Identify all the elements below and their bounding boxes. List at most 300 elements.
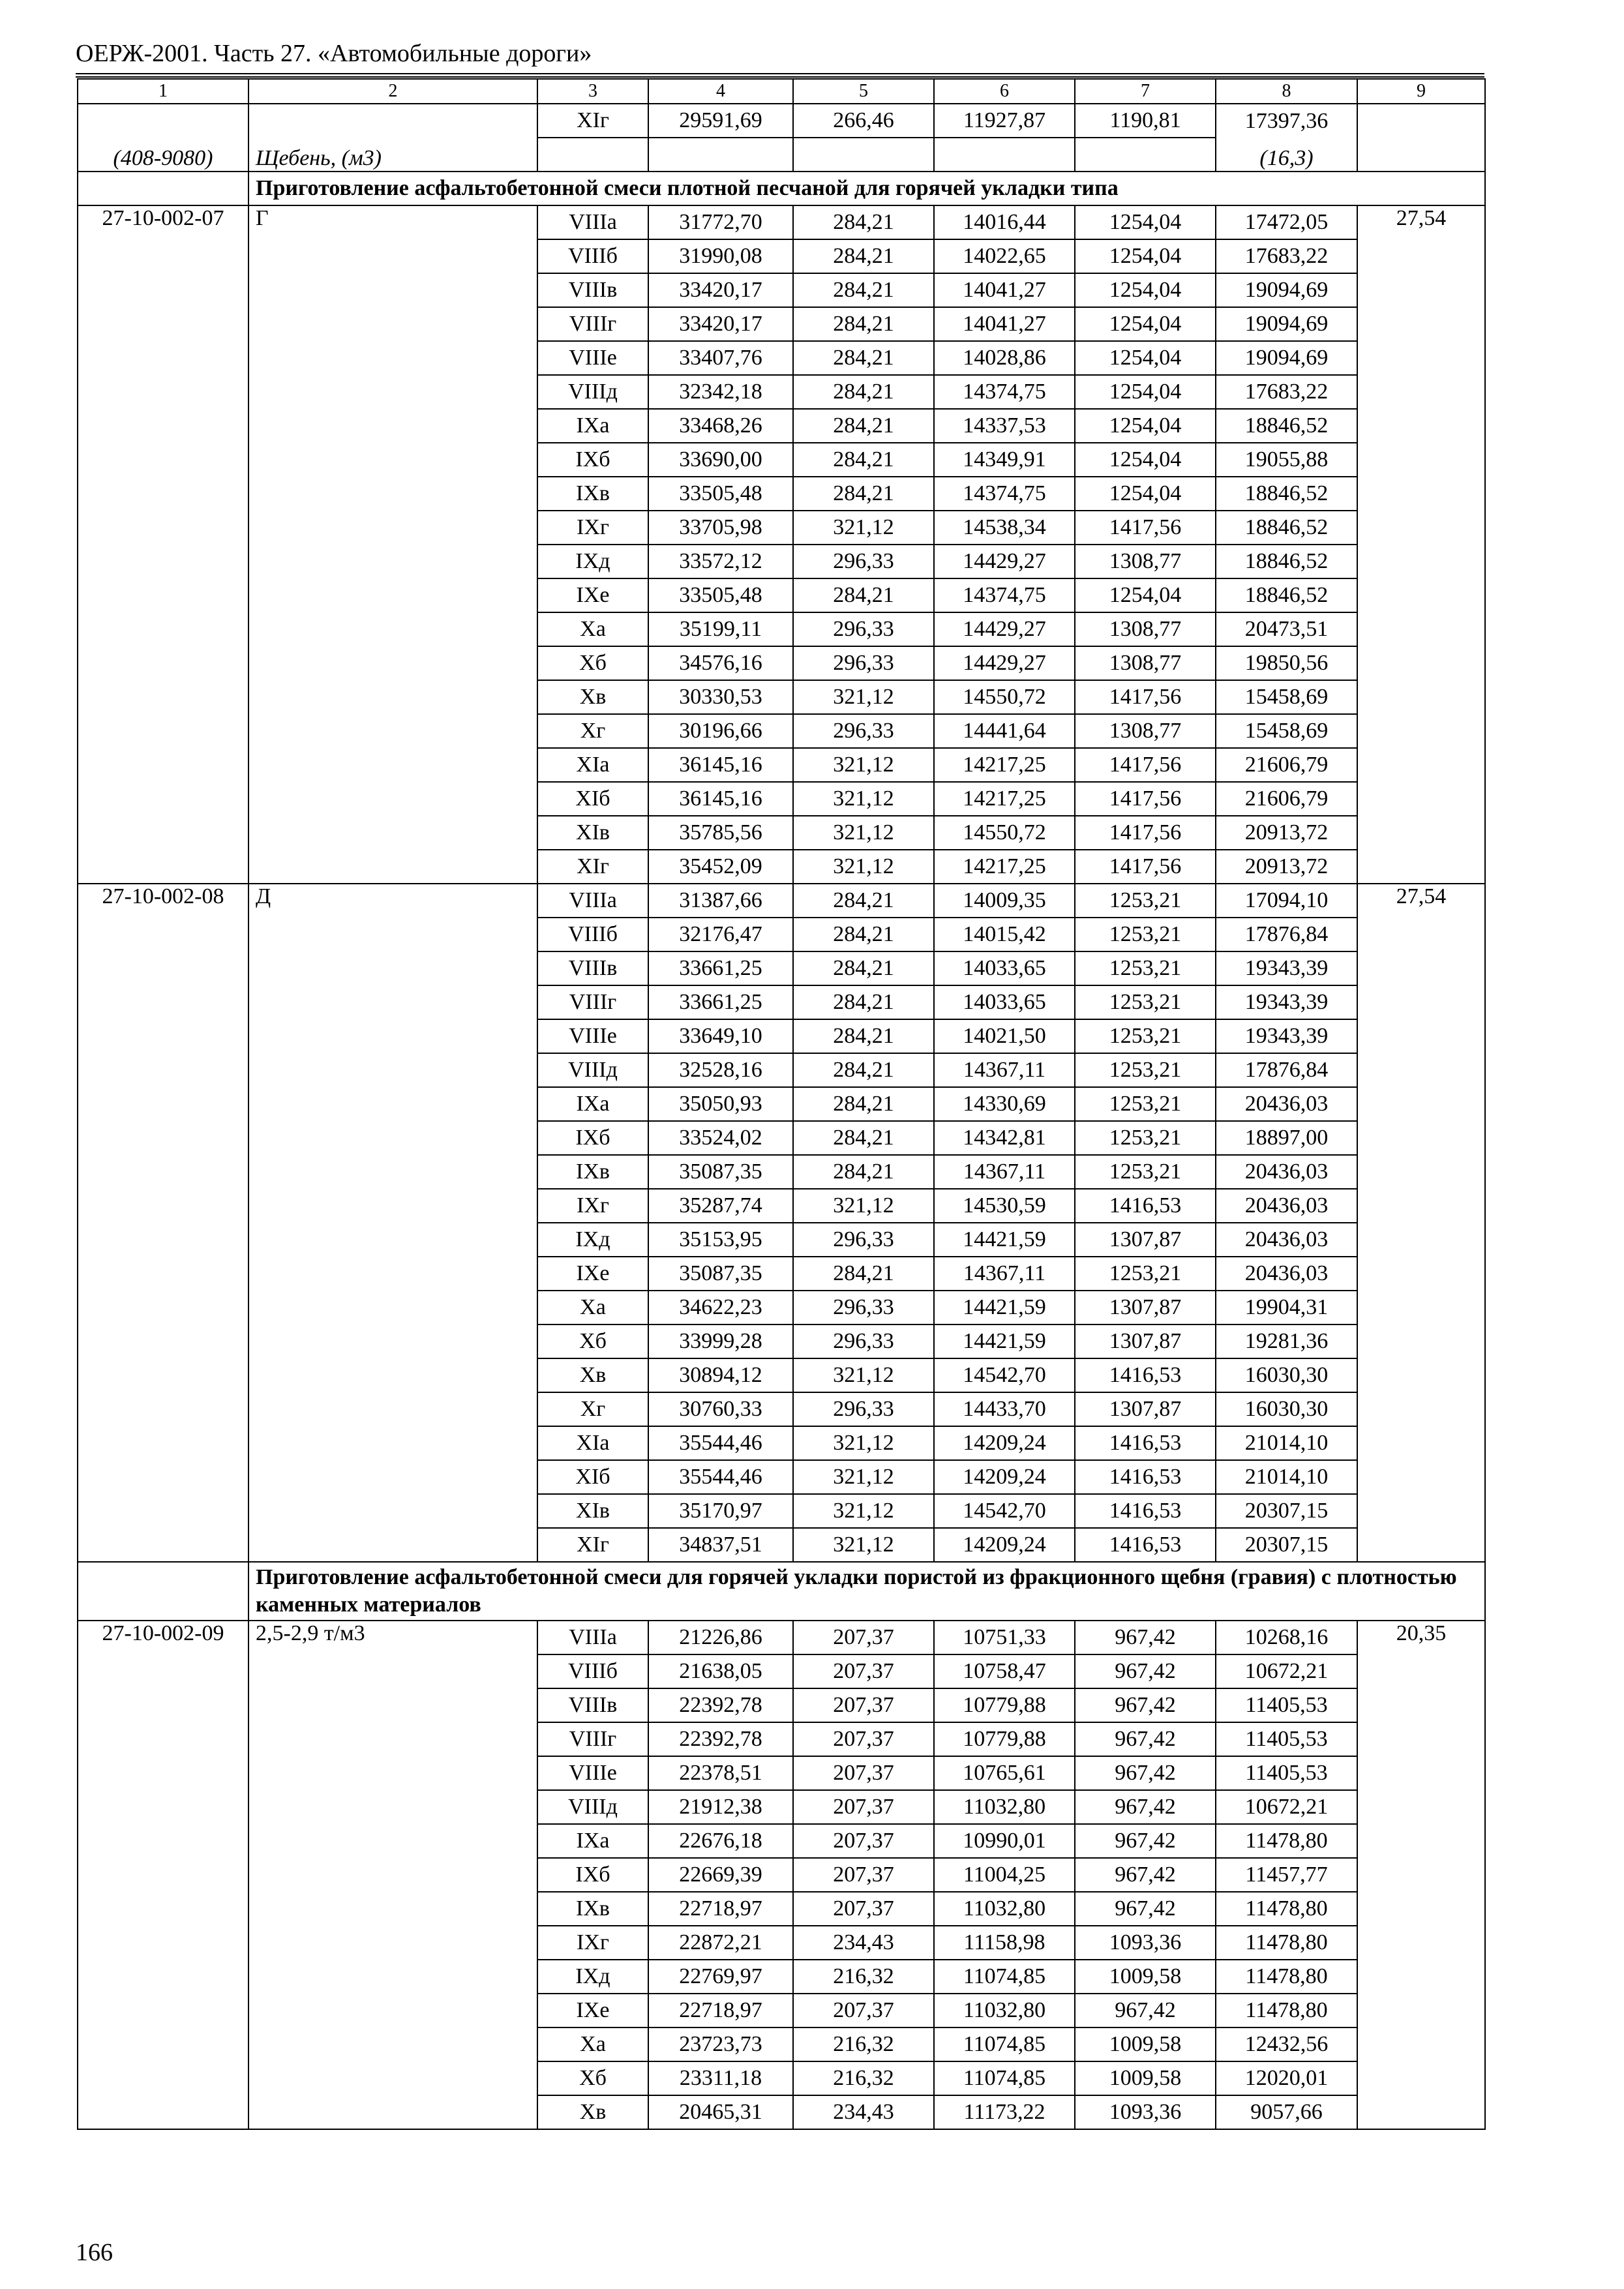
name-cell: Г (248, 205, 537, 884)
value-cell: 20436,03 (1216, 1155, 1357, 1189)
value-cell: 20436,03 (1216, 1223, 1357, 1257)
class-cell: Xб (537, 2061, 648, 2095)
value-cell: 14421,59 (934, 1223, 1075, 1257)
value-cell: 14542,70 (934, 1494, 1075, 1528)
class-cell: XIг (537, 104, 648, 138)
value-cell: 1253,21 (1075, 1053, 1216, 1087)
value-cell: 14015,42 (934, 918, 1075, 951)
value-cell: 284,21 (793, 578, 934, 612)
value-cell: 33690,00 (648, 443, 793, 477)
value-cell: 11074,85 (934, 2027, 1075, 2061)
value-cell: 14367,11 (934, 1155, 1075, 1189)
value-cell: 284,21 (793, 239, 934, 273)
value-cell: 1009,58 (1075, 1960, 1216, 1994)
class-cell: IXе (537, 1257, 648, 1291)
value-cell: 35199,11 (648, 612, 793, 646)
class-cell: IXа (537, 1824, 648, 1858)
value-cell: 1254,04 (1075, 239, 1216, 273)
class-cell: XIв (537, 816, 648, 850)
empty-cell (78, 1562, 248, 1621)
value-cell: 14538,34 (934, 511, 1075, 545)
class-cell: IXе (537, 1994, 648, 2027)
value-cell: 21638,05 (648, 1654, 793, 1688)
column-number: 1 (78, 79, 248, 104)
value-cell: 207,37 (793, 1858, 934, 1892)
value-cell: 14433,70 (934, 1392, 1075, 1426)
value-cell: 296,33 (793, 545, 934, 578)
value-cell: 18846,52 (1216, 578, 1357, 612)
value-cell: 10672,21 (1216, 1790, 1357, 1824)
value-cell: 32176,47 (648, 918, 793, 951)
value-cell: 19094,69 (1216, 273, 1357, 307)
value-cell: 19055,88 (1216, 443, 1357, 477)
value-cell: 284,21 (793, 1257, 934, 1291)
value-cell: 1254,04 (1075, 443, 1216, 477)
class-cell: IXг (537, 1926, 648, 1960)
value-cell: 967,42 (1075, 1892, 1216, 1926)
value-cell: 30894,12 (648, 1358, 793, 1392)
value-cell: 1254,04 (1075, 477, 1216, 511)
class-cell: IXб (537, 443, 648, 477)
class-cell: Xа (537, 2027, 648, 2061)
class-cell: Xа (537, 612, 648, 646)
value-cell: 18846,52 (1216, 477, 1357, 511)
class-cell: XIг (537, 1528, 648, 1562)
value-cell: 33705,98 (648, 511, 793, 545)
value-cell: 1417,56 (1075, 816, 1216, 850)
value-cell: 296,33 (793, 714, 934, 748)
value-cell: 12020,01 (1216, 2061, 1357, 2095)
value-cell: 284,21 (793, 375, 934, 409)
price-table (77, 78, 1486, 2130)
value-cell: 35544,46 (648, 1460, 793, 1494)
table-row (78, 884, 1485, 918)
value-cell: 284,21 (793, 918, 934, 951)
class-cell: VIIIв (537, 1688, 648, 1722)
table-row (78, 104, 1485, 138)
value-cell: 17397,36 (1216, 104, 1357, 138)
value-cell: 1417,56 (1075, 782, 1216, 816)
code-cell: 27-10-002-09 (78, 1621, 248, 2129)
value-cell: 14542,70 (934, 1358, 1075, 1392)
class-cell: XIа (537, 1426, 648, 1460)
name-cell: 2,5-2,9 т/м3 (248, 1621, 537, 2129)
value-cell: 14209,24 (934, 1426, 1075, 1460)
value-cell: 36145,16 (648, 748, 793, 782)
value-cell: 33505,48 (648, 578, 793, 612)
value-cell: 31772,70 (648, 205, 793, 239)
class-cell: IXд (537, 1223, 648, 1257)
value-cell: 14421,59 (934, 1291, 1075, 1324)
norm-cell: 20,35 (1357, 1621, 1485, 2129)
value-cell: 284,21 (793, 1121, 934, 1155)
value-cell: 284,21 (793, 1019, 934, 1053)
value-cell: 1253,21 (1075, 1019, 1216, 1053)
value-cell: 22872,21 (648, 1926, 793, 1960)
value-cell: 20913,72 (1216, 816, 1357, 850)
class-cell: VIIIв (537, 273, 648, 307)
value-cell: 22392,78 (648, 1688, 793, 1722)
page-number: 166 (76, 2239, 113, 2266)
class-cell: IXв (537, 1892, 648, 1926)
class-cell: VIIIв (537, 951, 648, 985)
value-cell: 1009,58 (1075, 2061, 1216, 2095)
header-rule (76, 73, 1484, 74)
section-title: Приготовление асфальтобетонной смеси для горячей укладки пористой из фракционного щебня (гравия) с плотностью каменных материалов (248, 1562, 1485, 1621)
value-cell: 34837,51 (648, 1528, 793, 1562)
class-cell: Xв (537, 2095, 648, 2129)
value-cell: 33649,10 (648, 1019, 793, 1053)
empty-cell (648, 138, 793, 172)
value-cell: 1254,04 (1075, 205, 1216, 239)
value-cell: 17472,05 (1216, 205, 1357, 239)
value-cell: 296,33 (793, 612, 934, 646)
value-cell: 1307,87 (1075, 1324, 1216, 1358)
value-cell: 11032,80 (934, 1790, 1075, 1824)
value-cell: 35287,74 (648, 1189, 793, 1223)
value-cell: 22718,97 (648, 1994, 793, 2027)
column-number: 8 (1216, 79, 1357, 104)
value-cell: 16030,30 (1216, 1392, 1357, 1426)
value-cell: 35153,95 (648, 1223, 793, 1257)
value-cell: 321,12 (793, 1494, 934, 1528)
value-cell: 31387,66 (648, 884, 793, 918)
class-cell: XIв (537, 1494, 648, 1528)
resource-qty: (16,3) (1216, 138, 1357, 172)
value-cell: 321,12 (793, 1460, 934, 1494)
class-cell: VIIIб (537, 1654, 648, 1688)
value-cell: 14342,81 (934, 1121, 1075, 1155)
class-cell: Xв (537, 1358, 648, 1392)
value-cell: 1009,58 (1075, 2027, 1216, 2061)
value-cell: 321,12 (793, 1528, 934, 1562)
value-cell: 967,42 (1075, 1994, 1216, 2027)
class-cell: VIIIе (537, 341, 648, 375)
value-cell: 14330,69 (934, 1087, 1075, 1121)
value-cell: 14441,64 (934, 714, 1075, 748)
value-cell: 14550,72 (934, 680, 1075, 714)
value-cell: 14429,27 (934, 545, 1075, 578)
name-cell (248, 104, 537, 138)
value-cell: 12432,56 (1216, 2027, 1357, 2061)
header-rule (76, 76, 1484, 78)
value-cell: 22718,97 (648, 1892, 793, 1926)
class-cell: IXг (537, 511, 648, 545)
value-cell: 19343,39 (1216, 985, 1357, 1019)
value-cell: 11478,80 (1216, 1960, 1357, 1994)
value-cell: 14374,75 (934, 375, 1075, 409)
value-cell: 967,42 (1075, 1756, 1216, 1790)
value-cell: 967,42 (1075, 1824, 1216, 1858)
value-cell: 14217,25 (934, 782, 1075, 816)
column-number: 4 (648, 79, 793, 104)
class-cell: VIIIб (537, 918, 648, 951)
value-cell: 14033,65 (934, 985, 1075, 1019)
value-cell: 11478,80 (1216, 1824, 1357, 1858)
class-cell: Xг (537, 1392, 648, 1426)
class-cell: IXб (537, 1858, 648, 1892)
value-cell: 11032,80 (934, 1994, 1075, 2027)
name-cell: Д (248, 884, 537, 1562)
class-cell: VIIIд (537, 1053, 648, 1087)
value-cell: 207,37 (793, 1824, 934, 1858)
value-cell: 14041,27 (934, 273, 1075, 307)
class-cell: Xа (537, 1291, 648, 1324)
value-cell: 19094,69 (1216, 307, 1357, 341)
class-cell: VIIIа (537, 1621, 648, 1654)
value-cell: 11074,85 (934, 2061, 1075, 2095)
value-cell: 32528,16 (648, 1053, 793, 1087)
value-cell: 296,33 (793, 1324, 934, 1358)
value-cell: 20436,03 (1216, 1257, 1357, 1291)
value-cell: 234,43 (793, 2095, 934, 2129)
value-cell: 284,21 (793, 951, 934, 985)
value-cell: 296,33 (793, 646, 934, 680)
value-cell: 20307,15 (1216, 1494, 1357, 1528)
value-cell: 14022,65 (934, 239, 1075, 273)
value-cell: 1253,21 (1075, 985, 1216, 1019)
value-cell: 1253,21 (1075, 918, 1216, 951)
value-cell: 207,37 (793, 1994, 934, 2027)
value-cell: 11032,80 (934, 1892, 1075, 1926)
value-cell: 11074,85 (934, 1960, 1075, 1994)
class-cell: VIIIе (537, 1019, 648, 1053)
value-cell: 19850,56 (1216, 646, 1357, 680)
value-cell: 33572,12 (648, 545, 793, 578)
value-cell: 19094,69 (1216, 341, 1357, 375)
value-cell: 35087,35 (648, 1257, 793, 1291)
class-cell: Xв (537, 680, 648, 714)
value-cell: 17094,10 (1216, 884, 1357, 918)
value-cell: 16030,30 (1216, 1358, 1357, 1392)
value-cell: 18897,00 (1216, 1121, 1357, 1155)
value-cell: 14041,27 (934, 307, 1075, 341)
value-cell: 967,42 (1075, 1688, 1216, 1722)
value-cell: 11478,80 (1216, 1994, 1357, 2027)
value-cell: 35785,56 (648, 816, 793, 850)
resource-row (78, 138, 1485, 172)
value-cell: 284,21 (793, 409, 934, 443)
column-number: 2 (248, 79, 537, 104)
value-cell: 1254,04 (1075, 409, 1216, 443)
value-cell: 14349,91 (934, 443, 1075, 477)
value-cell: 30196,66 (648, 714, 793, 748)
value-cell: 216,32 (793, 2061, 934, 2095)
value-cell: 32342,18 (648, 375, 793, 409)
value-cell: 14016,44 (934, 205, 1075, 239)
section-title: Приготовление асфальтобетонной смеси плотной песчаной для горячей укладки типа (248, 172, 1485, 205)
value-cell: 19281,36 (1216, 1324, 1357, 1358)
value-cell: 22378,51 (648, 1756, 793, 1790)
value-cell: 34576,16 (648, 646, 793, 680)
value-cell: 10779,88 (934, 1688, 1075, 1722)
value-cell: 14429,27 (934, 612, 1075, 646)
value-cell: 321,12 (793, 680, 934, 714)
value-cell: 17683,22 (1216, 375, 1357, 409)
value-cell: 20465,31 (648, 2095, 793, 2129)
class-cell: VIIIд (537, 1790, 648, 1824)
value-cell: 1307,87 (1075, 1392, 1216, 1426)
empty-cell (934, 138, 1075, 172)
section-header-row (78, 172, 1485, 205)
value-cell: 35087,35 (648, 1155, 793, 1189)
value-cell: 23311,18 (648, 2061, 793, 2095)
value-cell: 11405,53 (1216, 1688, 1357, 1722)
value-cell: 234,43 (793, 1926, 934, 1960)
table-row (78, 205, 1485, 239)
value-cell: 1416,53 (1075, 1189, 1216, 1223)
value-cell: 17876,84 (1216, 1053, 1357, 1087)
table-row (78, 1621, 1485, 1654)
value-cell: 14009,35 (934, 884, 1075, 918)
class-cell: IXг (537, 1189, 648, 1223)
value-cell: 10765,61 (934, 1756, 1075, 1790)
value-cell: 1093,36 (1075, 2095, 1216, 2129)
value-cell: 35452,09 (648, 850, 793, 884)
value-cell: 21912,38 (648, 1790, 793, 1824)
value-cell: 284,21 (793, 985, 934, 1019)
value-cell: 1253,21 (1075, 884, 1216, 918)
value-cell: 11158,98 (934, 1926, 1075, 1960)
value-cell: 1416,53 (1075, 1358, 1216, 1392)
class-cell: VIIIа (537, 205, 648, 239)
value-cell: 14028,86 (934, 341, 1075, 375)
value-cell: 19343,39 (1216, 951, 1357, 985)
class-cell: IXв (537, 477, 648, 511)
value-cell: 207,37 (793, 1790, 934, 1824)
value-cell: 18846,52 (1216, 545, 1357, 578)
value-cell: 1093,36 (1075, 1926, 1216, 1960)
value-cell: 967,42 (1075, 1654, 1216, 1688)
value-cell: 10990,01 (934, 1824, 1075, 1858)
value-cell: 22769,97 (648, 1960, 793, 1994)
value-cell: 1253,21 (1075, 1121, 1216, 1155)
class-cell: Xг (537, 714, 648, 748)
value-cell: 11173,22 (934, 2095, 1075, 2129)
value-cell: 30760,33 (648, 1392, 793, 1426)
value-cell: 1417,56 (1075, 511, 1216, 545)
value-cell: 321,12 (793, 816, 934, 850)
value-cell: 1253,21 (1075, 1087, 1216, 1121)
class-cell: XIб (537, 1460, 648, 1494)
class-cell: XIа (537, 748, 648, 782)
value-cell: 11478,80 (1216, 1892, 1357, 1926)
value-cell: 1417,56 (1075, 748, 1216, 782)
value-cell: 21606,79 (1216, 782, 1357, 816)
class-cell: VIIIг (537, 1722, 648, 1756)
value-cell: 284,21 (793, 307, 934, 341)
value-cell: 33407,76 (648, 341, 793, 375)
value-cell: 321,12 (793, 511, 934, 545)
value-cell: 1307,87 (1075, 1291, 1216, 1324)
value-cell (1357, 104, 1485, 138)
value-cell: 14429,27 (934, 646, 1075, 680)
value-cell: 1417,56 (1075, 680, 1216, 714)
value-cell: 967,42 (1075, 1858, 1216, 1892)
empty-cell (537, 138, 648, 172)
value-cell: 321,12 (793, 748, 934, 782)
value-cell: 18846,52 (1216, 511, 1357, 545)
value-cell: 33661,25 (648, 985, 793, 1019)
value-cell: 14217,25 (934, 748, 1075, 782)
value-cell: 284,21 (793, 884, 934, 918)
value-cell: 284,21 (793, 1087, 934, 1121)
value-cell: 10268,16 (1216, 1621, 1357, 1654)
value-cell: 1254,04 (1075, 375, 1216, 409)
value-cell: 1254,04 (1075, 341, 1216, 375)
value-cell: 1308,77 (1075, 714, 1216, 748)
value-cell: 216,32 (793, 2027, 934, 2061)
value-cell: 207,37 (793, 1892, 934, 1926)
value-cell: 33420,17 (648, 307, 793, 341)
empty-cell (1075, 138, 1216, 172)
value-cell: 1416,53 (1075, 1426, 1216, 1460)
value-cell: 296,33 (793, 1223, 934, 1257)
value-cell: 967,42 (1075, 1621, 1216, 1654)
value-cell: 1308,77 (1075, 612, 1216, 646)
value-cell: 19904,31 (1216, 1291, 1357, 1324)
value-cell: 14021,50 (934, 1019, 1075, 1053)
column-number: 7 (1075, 79, 1216, 104)
value-cell: 20307,15 (1216, 1528, 1357, 1562)
value-cell: 11004,25 (934, 1858, 1075, 1892)
value-cell: 21226,86 (648, 1621, 793, 1654)
class-cell: XIг (537, 850, 648, 884)
value-cell: 36145,16 (648, 782, 793, 816)
value-cell: 22392,78 (648, 1722, 793, 1756)
empty-cell (793, 138, 934, 172)
value-cell: 29591,69 (648, 104, 793, 138)
value-cell: 11478,80 (1216, 1926, 1357, 1960)
value-cell: 9057,66 (1216, 2095, 1357, 2129)
value-cell: 18846,52 (1216, 409, 1357, 443)
value-cell: 14367,11 (934, 1053, 1075, 1087)
empty-cell (1357, 138, 1485, 172)
value-cell: 33661,25 (648, 951, 793, 985)
value-cell: 14217,25 (934, 850, 1075, 884)
value-cell: 14530,59 (934, 1189, 1075, 1223)
value-cell: 321,12 (793, 782, 934, 816)
code-cell: 27-10-002-07 (78, 205, 248, 884)
value-cell: 21014,10 (1216, 1426, 1357, 1460)
value-cell: 1307,87 (1075, 1223, 1216, 1257)
value-cell: 23723,73 (648, 2027, 793, 2061)
value-cell: 14367,11 (934, 1257, 1075, 1291)
class-cell: XIб (537, 782, 648, 816)
value-cell: 33524,02 (648, 1121, 793, 1155)
value-cell: 10758,47 (934, 1654, 1075, 1688)
value-cell: 1253,21 (1075, 951, 1216, 985)
value-cell: 17683,22 (1216, 239, 1357, 273)
value-cell: 207,37 (793, 1688, 934, 1722)
page-title: ОЕРЖ-2001. Часть 27. «Автомобильные дороги» (76, 40, 592, 67)
value-cell: 30330,53 (648, 680, 793, 714)
class-cell: IXа (537, 1087, 648, 1121)
value-cell: 1308,77 (1075, 545, 1216, 578)
value-cell: 14374,75 (934, 477, 1075, 511)
value-cell: 207,37 (793, 1722, 934, 1756)
value-cell: 1416,53 (1075, 1528, 1216, 1562)
value-cell: 296,33 (793, 1392, 934, 1426)
value-cell: 321,12 (793, 850, 934, 884)
value-cell: 10672,21 (1216, 1654, 1357, 1688)
class-cell: IXб (537, 1121, 648, 1155)
class-cell: IXа (537, 409, 648, 443)
value-cell: 1308,77 (1075, 646, 1216, 680)
value-cell: 11405,53 (1216, 1722, 1357, 1756)
code-cell (78, 104, 248, 138)
class-cell: VIIIе (537, 1756, 648, 1790)
